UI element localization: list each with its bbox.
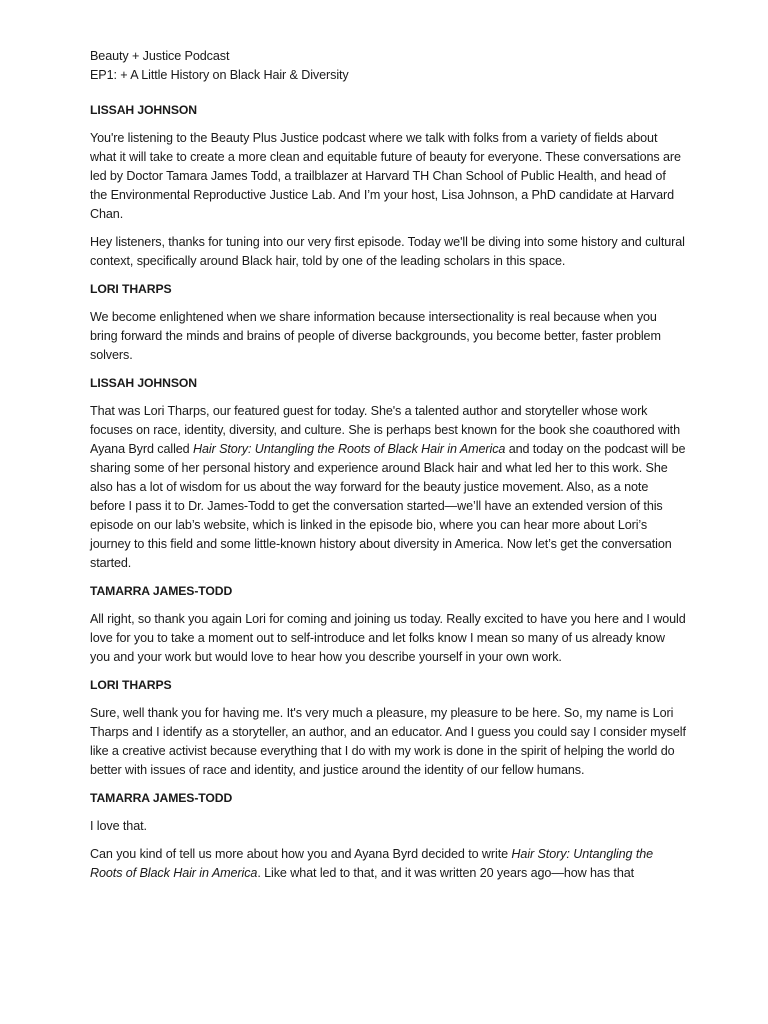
paragraph-text: That was Lori Tharps, our featured guest for today. She's a talented author and storyteller whose work focuses on race, identity, diversity, and culture. She is perhaps best known for the book she coauthored with Ayana Byrd called: [90, 404, 680, 456]
speaker-name: LISSAH JOHNSON: [90, 376, 197, 390]
transcript-paragraph: [90, 402, 686, 573]
document-header: [90, 47, 686, 85]
transcript-page: [90, 47, 686, 892]
speaker-name: LISSAH JOHNSON: [90, 103, 197, 117]
transcript-paragraph: You're listening to the Beauty Plus Justice podcast where we talk with folks from a variety of fields about what it will take to create a more clean and equitable future of beauty for everyone. These conversations are led by Doctor Tamara James Todd, a trailblazer at Harvard TH Chan School of Public Health, and head of the Environmental Reproductive Justice Lab. And I’m your host, Lisa Johnson, a PhD candidate at Harvard Chan.: [90, 131, 681, 221]
transcript-paragraph: All right, so thank you again Lori for coming and joining us today. Really excited to have you here and I would love for you to take a moment out to self-introduce and let folks know I mean so many of us already know you and your work but would love to hear how you describe yourself in your own work.: [90, 612, 686, 664]
transcript-body: [90, 101, 686, 883]
paragraph-text: Can you kind of tell us more about how you and Ayana Byrd decided to write: [90, 847, 512, 861]
paragraph-text: . Like what led to that, and it was written 20 years ago—how has that: [257, 866, 635, 880]
transcript-paragraph: Sure, well thank you for having me. It's very much a pleasure, my pleasure to be here. So, my name is Lori Tharps and I identify as a storyteller, an author, and an educator. And I guess you could say I consider myself like a creative activist because everything that I do with my work is done in the spirit of helping the world do better with issues of race and identity, and justice around the identity of our fellow humans.: [90, 706, 686, 777]
podcast-title: Beauty + Justice Podcast: [90, 49, 230, 63]
transcript-paragraph: I love that.: [90, 819, 147, 833]
speaker-name: TAMARRA JAMES-TODD: [90, 791, 233, 805]
speaker-name: LORI THARPS: [90, 282, 172, 296]
transcript-paragraph: We become enlightened when we share information because intersectionality is real because when you bring forward the minds and brains of people of diverse backgrounds, you become better, faster problem solvers.: [90, 310, 661, 362]
episode-title: EP1: + A Little History on Black Hair & Diversity: [90, 68, 349, 82]
paragraph-text: and today on the podcast will be sharing some of her personal history and experience around Black hair and what led her to this work. She also has a lot of wisdom for us about the way forward for the beauty justice movement. Also, as a note before I pass it to Dr. James-Todd to get the conversation started—we’ll have an extended version of this episode on our lab’s website, which is linked in the episode bio, where you can hear more about Lori’s journey to this field and some little-known history about diversity in America. Now let’s get the conversation started.: [90, 442, 686, 570]
speaker-name: TAMARRA JAMES-TODD: [90, 584, 233, 598]
book-title: Hair Story: Untangling the Roots of Black Hair in America: [90, 847, 654, 880]
speaker-name: LORI THARPS: [90, 678, 172, 692]
transcript-paragraph: [90, 845, 686, 883]
transcript-paragraph: Hey listeners, thanks for tuning into our very first episode. Today we'll be diving into some history and cultural context, specifically around Black hair, told by one of the leading scholars in this space.: [90, 235, 685, 268]
book-title: Hair Story: Untangling the Roots of Black Hair in America: [192, 442, 506, 456]
